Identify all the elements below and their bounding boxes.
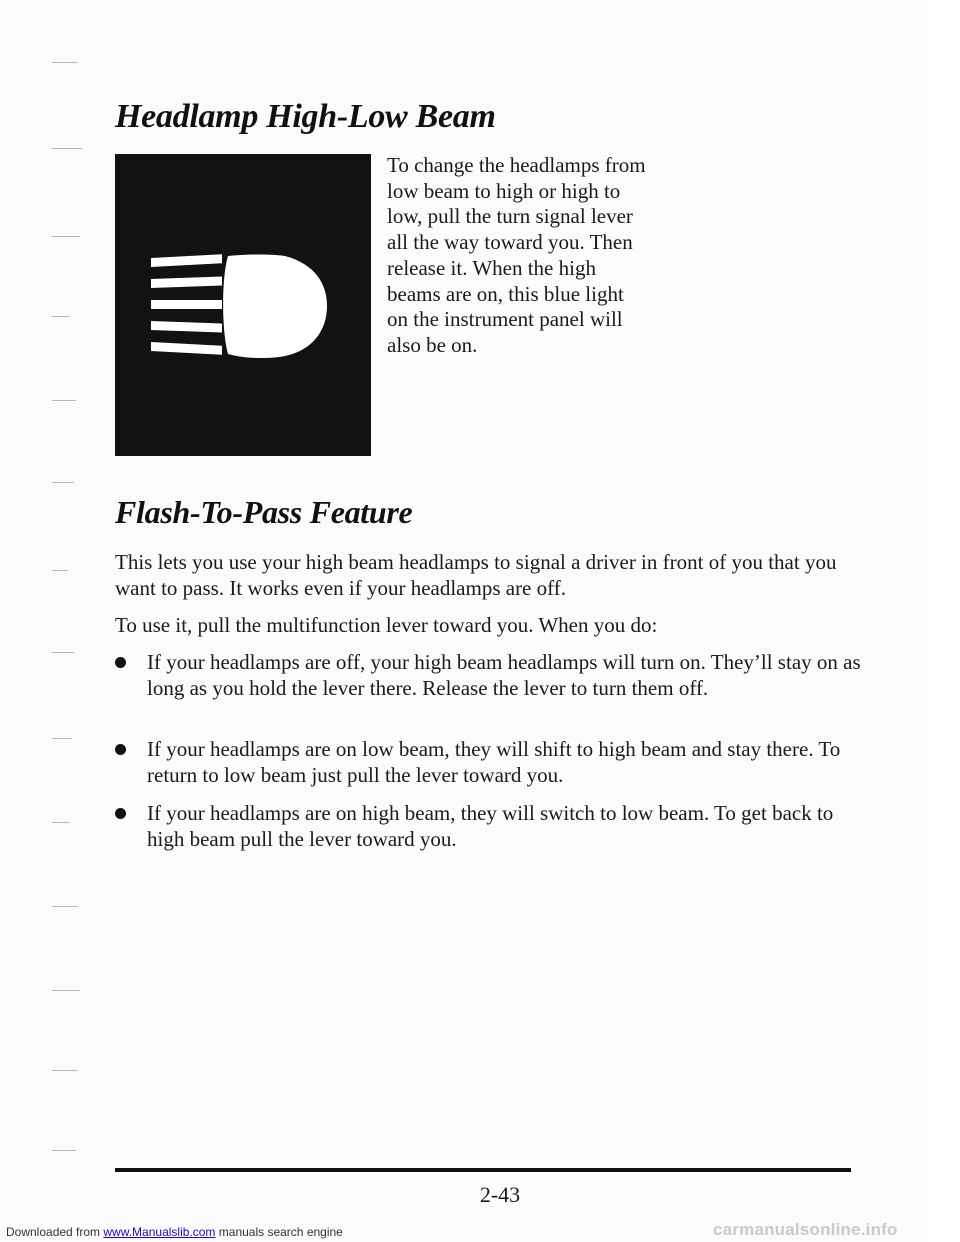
scan-mark: [52, 1150, 76, 1151]
beam-line-icon: [151, 342, 222, 355]
scan-mark: [52, 62, 78, 63]
flash-to-pass-usage: To use it, pull the multifunction lever toward you. When you do:: [115, 613, 658, 637]
scan-mark: [52, 990, 80, 991]
page-number: 2-43: [479, 1182, 521, 1207]
high-beam-indicator-icon: [115, 154, 371, 456]
bullet-text: If your headlamps are on high beam, they will switch to low beam. To get back to high beam pull the lever toward you.: [147, 801, 834, 851]
watermark: carmanualsonline.info: [713, 1220, 898, 1239]
beam-line-icon: [151, 300, 222, 309]
download-footer-suffix: manuals search engine: [215, 1225, 343, 1239]
scan-mark: [52, 570, 68, 571]
bullet-icon: [115, 808, 126, 819]
high-low-beam-instructions: To change the headlamps from low beam to high or high to low, pull the turn signal lever all the way toward you. Then release it. When the high beams are on, this blue light on the instrument panel will also be on.: [387, 153, 646, 357]
section-title-flash-to-pass: Flash-To-Pass Feature: [115, 494, 413, 530]
scan-mark: [52, 906, 78, 907]
scan-mark: [52, 148, 82, 149]
beam-line-icon: [151, 277, 222, 288]
scan-mark: [52, 316, 70, 317]
scan-mark: [52, 652, 74, 653]
scan-mark: [52, 822, 70, 823]
bullet-text: If your headlamps are on low beam, they will shift to high beam and stay there. To return to low beam just pull the lever toward you.: [147, 737, 841, 787]
section-title-high-low-beam: Headlamp High-Low Beam: [115, 98, 496, 135]
flash-to-pass-description: This lets you use your high beam headlamps to signal a driver in front of you that you want to pass. It works even if your headlamps are off.: [115, 550, 837, 600]
manualslib-link[interactable]: www.Manualslib.com: [103, 1225, 216, 1239]
download-footer-prefix: Downloaded from: [6, 1225, 104, 1239]
scan-mark: [52, 1070, 78, 1071]
headlamp-lens-icon: [223, 255, 327, 359]
beam-line-icon: [151, 321, 222, 332]
page-margin: [928, 0, 960, 1242]
beam-line-icon: [151, 254, 222, 267]
bullet-text: If your headlamps are off, your high beam headlamps will turn on. They’ll stay on as long as you hold the lever there. Release the lever to turn them off.: [147, 650, 861, 700]
scan-mark: [52, 482, 74, 483]
scan-mark: [52, 236, 80, 237]
footer-rule: [115, 1168, 851, 1172]
scan-mark: [52, 738, 72, 739]
bullet-icon: [115, 744, 126, 755]
scan-mark: [52, 400, 76, 401]
download-footer: [6, 1225, 343, 1239]
bullet-icon: [115, 657, 126, 668]
headlamp-beam-icon: [115, 154, 371, 456]
